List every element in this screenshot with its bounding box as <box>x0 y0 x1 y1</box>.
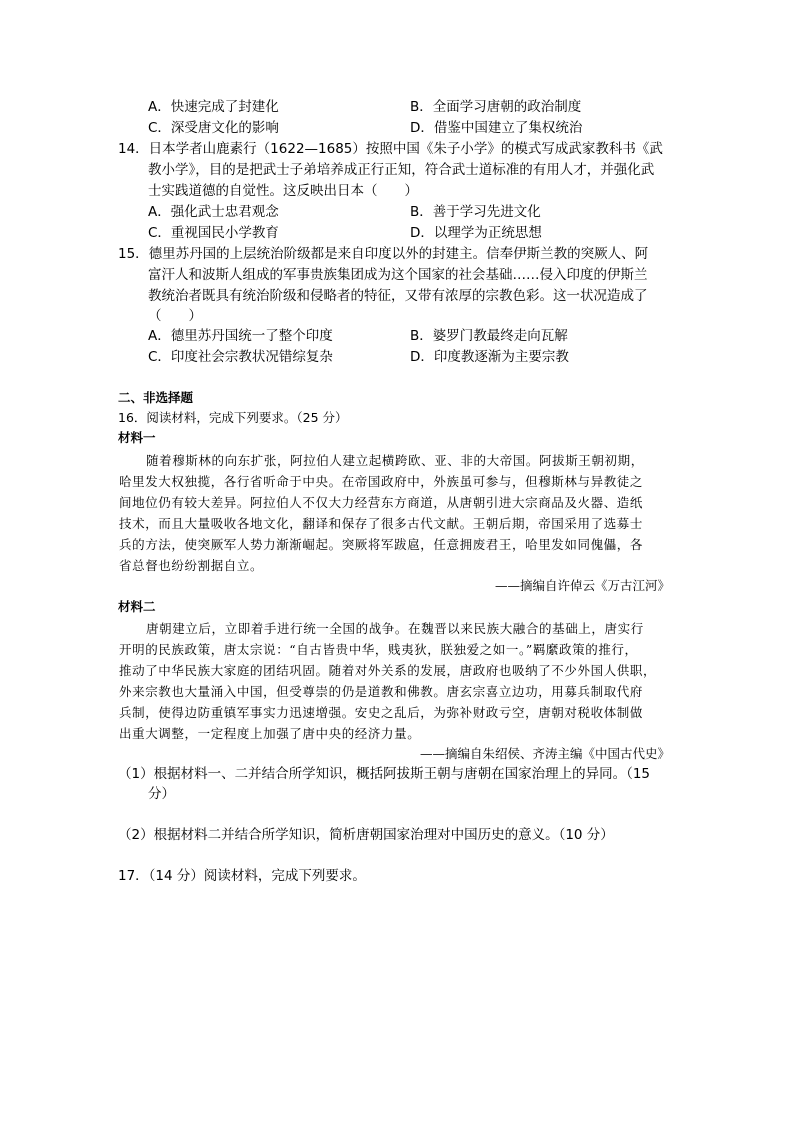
q15-stem-line3: 教统治者既具有统治阶级和侵略者的特征，又带有浓厚的宗教色彩。这一状况造成了 <box>148 288 648 304</box>
material1-source: ——摘编自许倬云《万古江河》 <box>494 578 670 593</box>
q15-stem-line4: （ ） <box>148 308 202 324</box>
q14-option-d: D．以理学为正统思想 <box>410 225 542 241</box>
material1-line: 兵的方法，使突厥军人势力渐渐崛起。突厥将军跋扈，任意拥废君王，哈里发如同傀儡，各 <box>119 537 644 552</box>
q14-option-a: A．强化武士忠君观念 <box>148 204 279 220</box>
q15-option-d: D．印度教逐渐为主要宗教 <box>410 349 569 365</box>
q14-option-c: C．重视国民小学教育 <box>148 225 279 241</box>
material1-line: 随着穆斯林的向东扩张，阿拉伯人建立起横跨欧、亚、非的大帝国。阿拔斯王朝初期， <box>146 453 644 468</box>
q16-subquestion-1: （1）根据材料一、二并结合所学知识，概括阿拔斯王朝与唐朝在国家治理上的异同。（15 <box>118 766 651 782</box>
material2-source: ——摘编自朱绍侯、齐涛主编《中国古代史》 <box>419 746 670 761</box>
material1-line: 省总督也纷纷割据自立。 <box>119 558 264 573</box>
section-title: 二、非选择题 <box>118 390 194 405</box>
q13-option-d: D．借鉴中国建立了集权统治 <box>410 120 583 136</box>
q14-stem-line3: 士实践道德的自觉性。这反映出日本（ ） <box>148 183 418 199</box>
material2-line: 兵制，使得边防重镇军事实力迅速增强。安史之乱后，为弥补财政亏空，唐朝对税收体制做 <box>119 705 644 720</box>
q16-intro: 16．阅读材料，完成下列要求。（25 分） <box>118 410 348 425</box>
material2-line: 推动了中华民族大家庭的团结巩固。随着对外关系的发展，唐政府也吸纳了不少外国人供职， <box>119 663 657 678</box>
q15-stem-line2: 富汗人和波斯人组成的军事贵族集团成为这个国家的社会基础……侵入印度的伊斯兰 <box>148 267 648 283</box>
material1-line: 哈里发大权独揽，各行省听命于中央。在帝国政府中，外族虽可参与，但穆斯林与异教徒之 <box>119 474 644 489</box>
material2-line: 唐朝建立后，立即着手进行统一全国的战争。在魏晋以来民族大融合的基础上，唐实行 <box>146 621 644 636</box>
q17-intro: 17．（14 分）阅读材料，完成下列要求。 <box>118 868 366 884</box>
material1-label: 材料一 <box>118 430 156 445</box>
material2-line: 外来宗教也大量涌入中国，但受尊崇的仍是道教和佛教。唐玄宗喜立边功，用募兵制取代府 <box>119 684 644 699</box>
q16-subquestion-2: （2）根据材料二并结合所学知识，简析唐朝国家治理对中国历史的意义。（10 分） <box>118 827 614 843</box>
q16-subquestion-1-cont: 分） <box>148 786 175 802</box>
q13-option-a: A．快速完成了封建化 <box>148 99 279 115</box>
q13-option-c: C．深受唐文化的影响 <box>148 120 279 136</box>
q14-stem-line2: 教小学》，目的是把武士子弟培养成正行正知，符合武士道标准的有用人才，并强化武 <box>148 162 655 178</box>
material2-line: 开明的民族政策，唐太宗说：“自古皆贵中华，贱夷狄，朕独爱之如一。”羁縻政策的推行， <box>119 642 638 657</box>
q15-option-b: B．婆罗门教最终走向瓦解 <box>410 328 568 344</box>
material2-label: 材料二 <box>118 599 156 614</box>
q13-option-b: B．全面学习唐朝的政治制度 <box>410 99 582 115</box>
material1-line: 技术，而且大量吸收各地文化，翻译和保存了很多古代文献。王朝后期，帝国采用了选募士 <box>119 516 644 531</box>
q15-option-a: A．德里苏丹国统一了整个印度 <box>148 328 333 344</box>
q15-option-c: C．印度社会宗教状况错综复杂 <box>148 349 333 365</box>
material1-line: 间地位仍有较大差异。阿拉伯人不仅大力经营东方商道，从唐朝引进大宗商品及火器、造纸 <box>119 495 644 510</box>
q14-option-b: B．善于学习先进文化 <box>410 204 541 220</box>
material2-line: 出重大调整，一定程度上加强了唐中央的经济力量。 <box>119 726 421 741</box>
q15-stem-line1: 15．德里苏丹国的上层统治阶级都是来自印度以外的封建主。信奉伊斯兰教的突厥人、阿 <box>118 246 649 262</box>
q14-stem-line1: 14．日本学者山鹿素行（1622—1685）按照中国《朱子小学》的模式写成武家教科书《武 <box>118 141 663 157</box>
